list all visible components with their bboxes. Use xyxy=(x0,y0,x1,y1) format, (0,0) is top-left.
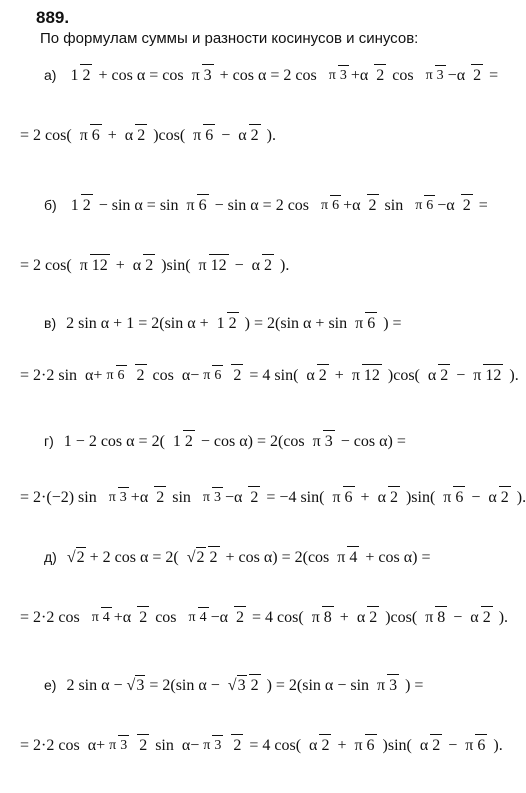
equation-g-line-1: г) 1 − 2 cos α = 2( 1 2 − cos α) = 2(cos π 3 − cos α) = xyxy=(44,434,406,450)
equation-b-line-2: = 2 cos( π 12 + α 2 )sin( π 12 − α 2 ). xyxy=(20,258,289,274)
problem-number: 889. xyxy=(36,8,70,27)
equation-a-line-1: а) 1 2 + cos α = cos π 3 + cos α = 2 cos π 3 +α 2 cos π 3 −α 2 = xyxy=(44,68,498,84)
problem-intro: По формулам суммы и разности косинусов и синусов: xyxy=(40,30,419,47)
equation-v-line-1: в) 2 sin α + 1 = 2(sin α + 1 2 ) = 2(sin α + sin π 6 ) = xyxy=(44,316,402,332)
equation-e-line-2: = 2·2 cos α+ π 3 2 sin α− π 3 2 = 4 cos( α 2 + π 6 )sin( α 2 − π 6 ). xyxy=(20,738,503,754)
equation-a-line-2: = 2 cos( π 6 + α 2 )cos( π 6 − α 2 ). xyxy=(20,128,276,144)
label-b: б) xyxy=(44,197,57,213)
label-a: а) xyxy=(44,67,57,83)
label-v: в) xyxy=(44,315,57,331)
equation-d-line-1: д) √2 + 2 cos α = 2( √2 2 + cos α) = 2(cos π 4 + cos α) = xyxy=(44,550,430,566)
equation-g-line-2: = 2·(−2) sin π 3 +α 2 sin π 3 −α 2 = −4 sin( π 6 + α 2 )sin( π 6 − α 2 ). xyxy=(20,490,526,506)
label-d: д) xyxy=(44,549,57,565)
label-e: е) xyxy=(44,677,57,693)
equation-b-line-1: б) 1 2 − sin α = sin π 6 − sin α = 2 cos π 6 +α 2 sin π 6 −α 2 = xyxy=(44,198,488,214)
equation-d-line-2: = 2·2 cos π 4 +α 2 cos π 4 −α 2 = 4 cos( π 8 + α 2 )cos( π 8 − α 2 ). xyxy=(20,610,508,626)
label-g: г) xyxy=(44,433,54,449)
equation-e-line-1: е) 2 sin α − √3 = 2(sin α − √3 2 ) = 2(sin α − sin π 3 ) = xyxy=(44,678,423,694)
equation-v-line-2: = 2·2 sin α+ π 6 2 cos α− π 6 2 = 4 sin( α 2 + π 12 )cos( α 2 − π 12 ). xyxy=(20,368,519,384)
